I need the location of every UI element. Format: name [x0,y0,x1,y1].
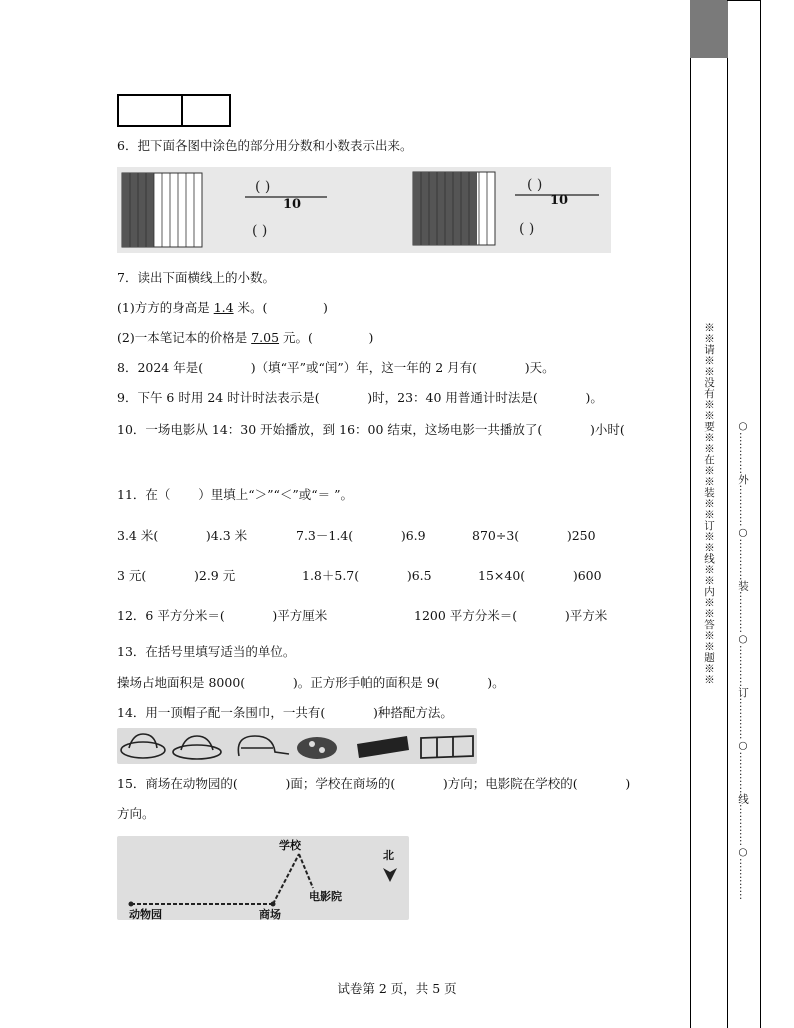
question-15: 15．商场在动物园的( )面；学校在商场的( )方向；电影院在学校的( ) [117,776,631,791]
map-cinema: 电影院 [309,890,342,903]
question-7-1 [117,300,328,316]
map-north: 北 [383,849,394,862]
question-10: 10．一场电影从 14：30 开始播放，到 16：00 结束，这场电影一共播放了( )小时( [117,422,625,437]
binding-sidebar [690,0,794,1028]
page-footer: 试卷第 2 页，共 5 页 [337,981,457,996]
question-12-b: 1200 平方分米＝( )平方米 [414,608,608,623]
question-13: 13．在括号里填写适当的单位。 [117,644,296,659]
question-13-line: 操场占地面积是 8000( )。正方形手帕的面积是 9( )。 [117,675,505,690]
question-11: 11．在（ ）里填上“＞”“＜”或“＝ ”。 [117,487,354,502]
hats-scarves-image [117,728,477,764]
svg-text:( ): ( ) [252,223,268,239]
map-zoo: 动物园 [129,908,162,921]
svg-text:( ): ( ) [527,177,543,193]
question-6: 6．把下面各图中涂色的部分用分数和小数表示出来。 [117,138,413,153]
hats-scarves-drawing [117,728,477,764]
svg-text:( ): ( ) [519,221,535,237]
question-14: 14．用一顶帽子配一条围巾，一共有( )种搭配方法。 [117,705,453,720]
direction-map [117,836,409,920]
q11-r2c3: 15×40( )600 [478,568,602,583]
sidebar-gray-block [690,0,728,58]
question-15-cont: 方向。 [117,806,155,821]
question-9: 9．下午 6 时用 24 时计时法表示是( )时，23：40 用普通计时法是( )。 [117,390,603,405]
map-school: 学校 [279,839,301,852]
fraction-figures [117,167,611,253]
q7-1-blank: 米。( ) [233,300,328,315]
denominator-right: 10 [550,193,569,208]
q11-r2c2: 1.8＋5.7( )6.5 [302,568,432,583]
sidebar-binding-line: ○…………外…………○…………装…………○…………订…………○…………线…………○………… [737,420,749,900]
q11-r1c1: 3.4 米( )4.3 米 [117,528,248,543]
question-12-a: 12．6 平方分米＝( )平方厘米 [117,608,328,623]
question-8: 8．2024 年是( )（填“平”或“闰”）年，这一年的 2 月有( )天。 [117,360,555,375]
map-mall: 商场 [259,908,281,921]
fraction-figures-drawing [117,167,611,253]
q7-2-text: (2)一本笔记本的价格是 [117,330,252,345]
q11-r2c1: 3 元( )2.9 元 [117,568,236,583]
q7-2-number: 7.05 [251,330,280,345]
question-7: 7．读出下面横线上的小数。 [117,270,275,285]
q11-r1c2: 7.3－1.4( )6.9 [296,528,426,543]
q7-2-blank: 元。( ) [279,330,374,345]
sidebar-warning: ※※请※※没有※※要※※在※※装※※订※※线※※内※※答※※题※※ [703,322,715,685]
q7-1-number: 1.4 [213,300,234,315]
q7-1-text: (1)方方的身高是 [117,300,214,315]
denominator-left: 10 [283,197,302,212]
svg-text:( ): ( ) [255,179,271,195]
score-box [117,94,231,127]
q11-r1c3: 870÷3( )250 [472,528,596,543]
question-7-2 [117,330,373,346]
